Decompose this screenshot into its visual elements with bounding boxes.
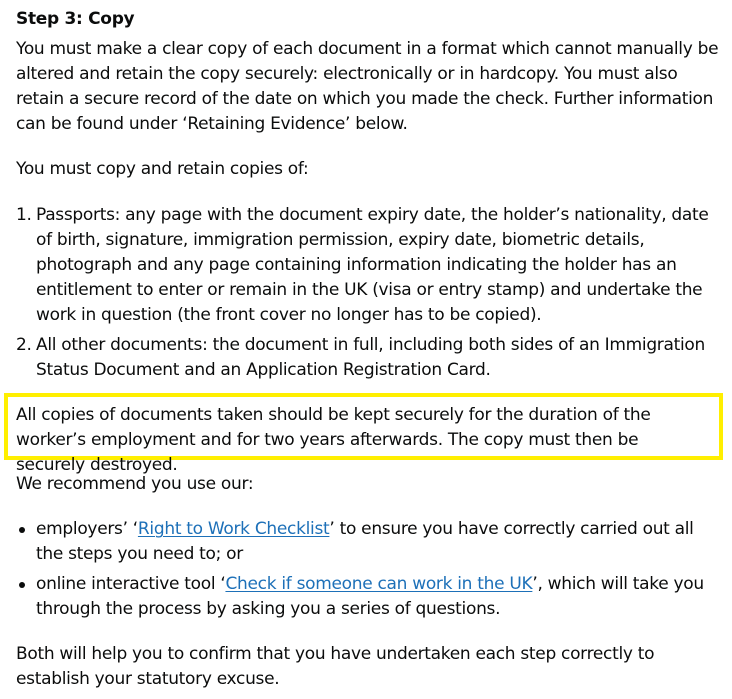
right-to-work-checklist-link[interactable]: Right to Work Checklist [137,519,330,539]
callout-text: All copies of documents taken should be kept securely for the duration of the worker’s employment and for two years afterwards. The copy must then be securely destroyed. [16,405,651,475]
bullet-icon [19,582,25,588]
list-item-text: All other documents: the document in full, including both sides of an Immigration Status Document and an Application Registration Card. [36,335,705,380]
list-item-number: 1. [16,205,32,225]
list-item [16,203,722,328]
list-item-number: 2. [16,335,32,355]
list-item-text-before: online interactive tool ‘ [36,574,226,594]
recommend-list [16,517,722,622]
list-item-text-after: ’, which will take you through the process by asking you a series of questions. [36,574,704,619]
intro-paragraph: You must make a clear copy of each document in a format which cannot manually be altered and retain the copy securely: electronically or in hardcopy. You must also retain a secure record of the date on which you made the check. Further information can be found under ‘Retaining Evidence’ below. [16,39,719,134]
section-heading: Step 3: Copy [16,9,135,29]
copy-requirements-list [16,203,722,383]
list-item [16,333,722,383]
check-work-in-uk-link[interactable]: Check if someone can work in the UK [225,574,533,594]
bullet-icon [19,527,25,533]
list-item [16,517,722,567]
list-item-text: Passports: any page with the document expiry date, the holder’s nationality, date of birth, signature, immigration permission, expiry date, biometric details, photograph and any page containing information indicating the holder has an entitlement to enter or remain in the UK (visa or entry stamp) and undertake the work in question (the front cover no longer has to be copied). [36,205,709,325]
recommend-lead-paragraph: We recommend you use our: [16,474,254,494]
closing-paragraph: Both will help you to confirm that you have undertaken each step correctly to establish your statutory excuse. [16,644,655,689]
list-item [16,572,722,622]
copy-lead-paragraph: You must copy and retain copies of: [16,159,309,179]
list-item-text-after: ’ to ensure you have correctly carried out all the steps you need to; or [36,519,694,564]
highlighted-callout [4,393,723,475]
list-item-text-before: employers’ ‘ [36,519,138,539]
